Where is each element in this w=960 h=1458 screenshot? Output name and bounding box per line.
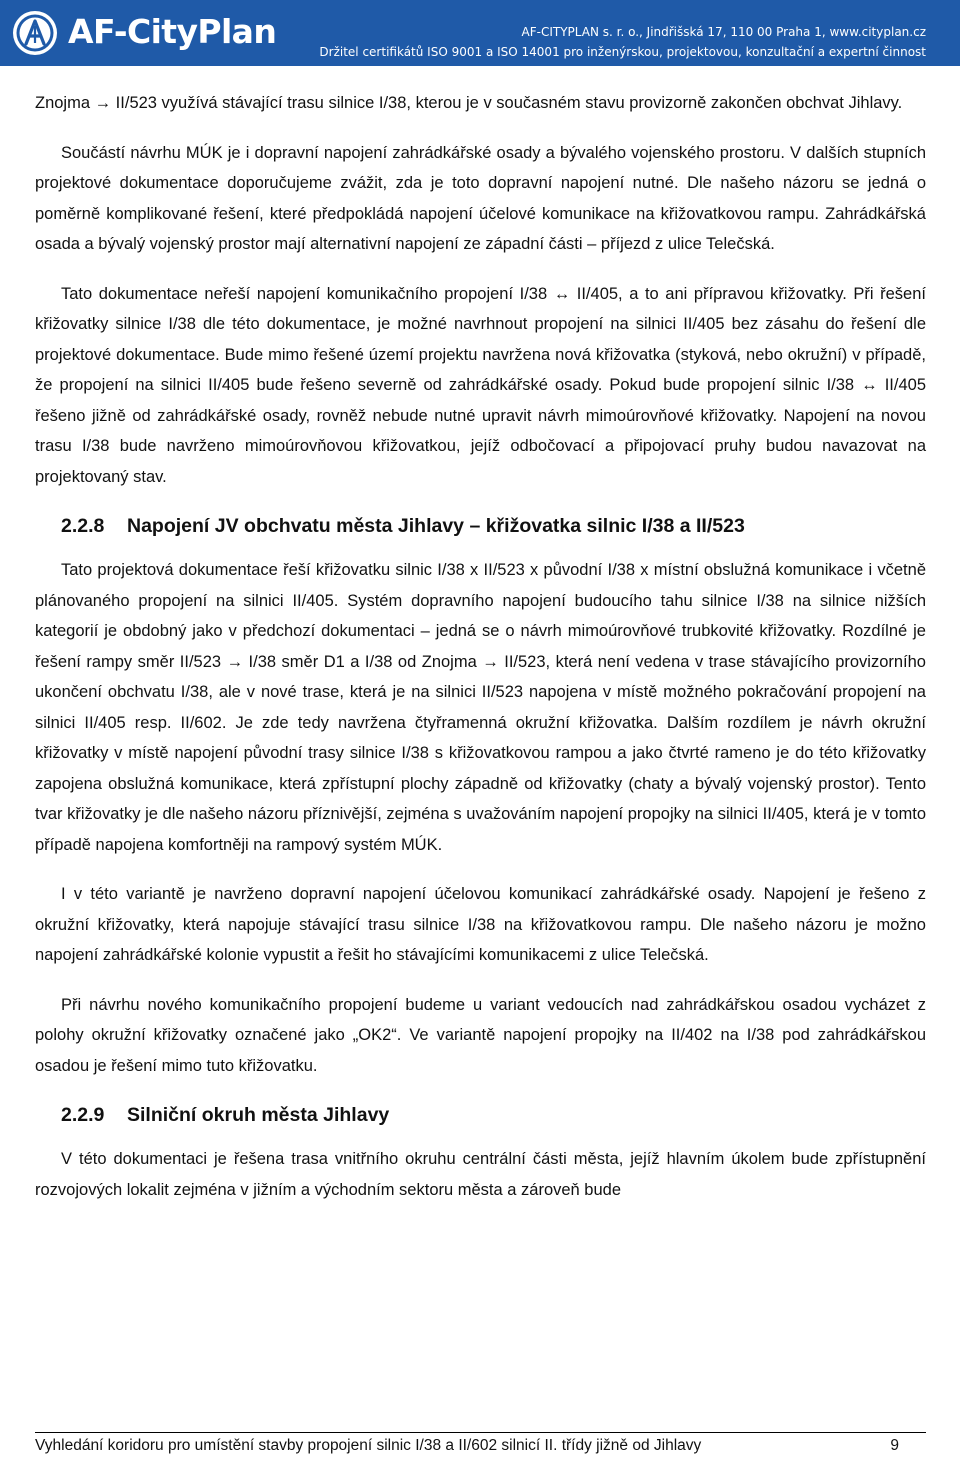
paragraph-2: Součástí návrhu MÚK je i dopravní napojení zahrádkářské osady a bývalého vojenského prostoru. V dalších stupních projektové dokumentace doporučujeme zvážit, zda je toto dopravní napojení nutné. Dle našeho názoru se jedná o poměrně komplikované řešení, které předpokládá napojení účelové komunikace na křižovatkovou rampu. Zahrádkářská osada a bývalý vojenský prostor mají alternativní napojení ze západní části – příjezd z ulice Telečská. [35, 143, 926, 253]
company-certification: Držitel certifikátů ISO 9001 a ISO 14001 pro inženýrskou, projektovou, konzultační a expertní činnost [319, 45, 926, 59]
section-heading-2-2-8 [35, 511, 926, 541]
section-title: Napojení JV obchvatu města Jihlavy – křižovatka silnic I/38 a II/523 [127, 515, 745, 537]
section-number: 2.2.8 [61, 515, 105, 537]
paragraph-5: I v této variantě je navrženo dopravní napojení účelovou komunikací zahrádkářské osady. Napojení je řešeno z okružní křižovatky, která napojuje stávající trasu silnice I/38 na křižovatkovou rampu. Dle našeho názoru je možno napojení zahrádkářské kolonie vypustit a řešit ho stávajícími komunikacemi z ulice Telečská. [35, 885, 926, 964]
company-info [319, 22, 926, 62]
paragraph-6: Při návrhu nového komunikačního propojení budeme u variant vedoucích nad zahrádkářskou osadou vycházet z polohy okružní křižovatky označené jako „OK2“. Ve variantě napojení propojky na II/402 na I/38 pod zahrádkářskou osadou je řešení mimo tuto křižovatku. [35, 995, 926, 1075]
page-number: 9 [890, 1437, 899, 1454]
section-number: 2.2.9 [61, 1104, 105, 1126]
af-logo-icon [11, 9, 59, 57]
section-heading-2-2-9 [35, 1100, 926, 1130]
page-header [0, 0, 960, 66]
logo-text: AF-CityPlan [68, 12, 277, 51]
page-footer [0, 1432, 960, 1458]
paragraph-7: V této dokumentaci je řešena trasa vnitřního okruhu centrální části města, jejíž hlavním úkolem bude zpřístupnění rozvojových lokalit zejména v jižním a východním sektoru města a zároveň bude [35, 1150, 926, 1199]
paragraph-4: Tato projektová dokumentace řeší křižovatku silnic I/38 x II/523 x původní I/38 x místní obslužná komunikace i včetně plánovaného propojení na silnici II/405. Systém dopravního napojení budoucího tahu silnice I/38 na silnice nižších kategorií je obdobný jako v předchozí dokumentaci – jedná se o návrh mimoúrovňové trubkovité křižovatky. Rozdílné je řešení rampy směr II/523 → I/38 směr D1 a I/38 od Znojma → II/523, která není vedena v trase stávajícího provizorního ukončení obchvatu I/38, ale v nové trase, která je na silnici II/523 napojena v místě možného pokračování propojení na silnici II/405 resp. II/602. Je zde tedy navržena čtyřramenná okružní křižovatka. Dalším rozdílem je návrh okružní křižovatky v místě napojení původní trasy silnice I/38 s křižovatkovou rampou a jako čtvrté rameno je do této křižovatky zapojena obslužná komunikace, která zpřístupní plochy západně od křižovatky (chaty a bývalý vojenský prostor). Tento tvar křižovatky je dle našeho názoru příznivější, zejména s uvažováním napojení propojky na silnici II/405, která je v tomto případě napojena komfortněji na rampový systém MÚK. [35, 561, 926, 854]
paragraph-3: Tato dokumentace neřeší napojení komunikačního propojení I/38 ↔ II/405, a to ani přípravou křižovatky. Při řešení křižovatky silnice I/38 dle této dokumentace, je možné navrhnout propojení na silnici II/405 bez zásahu do řešení dle projektové dokumentace. Bude mimo řešené území projektu navržena nová křižovatka (styková, nebo okružní) v případě, že propojení na silnici II/405 bude řešeno severně od zahrádkářské osady. Pokud bude propojení silnic I/38 ↔ II/405 řešeno jižně od zahrádkářské osady, rovněž nebude nutné upravit návrh mimoúrovňové křižovatky. Napojení na novou trasu I/38 bude navrženo mimoúrovňovou křižovatkou, jejíž odbočovací a připojovací pruhy budou navazovat na projektovaný stav. [35, 284, 926, 486]
section-title: Silniční okruh města Jihlavy [127, 1104, 390, 1126]
company-address: AF-CITYPLAN s. r. o., Jindřišská 17, 110 00 Praha 1, www.cityplan.cz [521, 25, 926, 39]
footer-divider [35, 1432, 926, 1433]
footer-title: Vyhledání koridoru pro umístění stavby propojení silnic I/38 a II/602 silnicí II. třídy jižně od Jihlavy [35, 1437, 702, 1454]
paragraph-1: Znojma → II/523 využívá stávající trasu silnice I/38, kterou je v současném stavu provizorně zakončen obchvat Jihlavy. [35, 94, 903, 112]
page-content [35, 88, 926, 1205]
